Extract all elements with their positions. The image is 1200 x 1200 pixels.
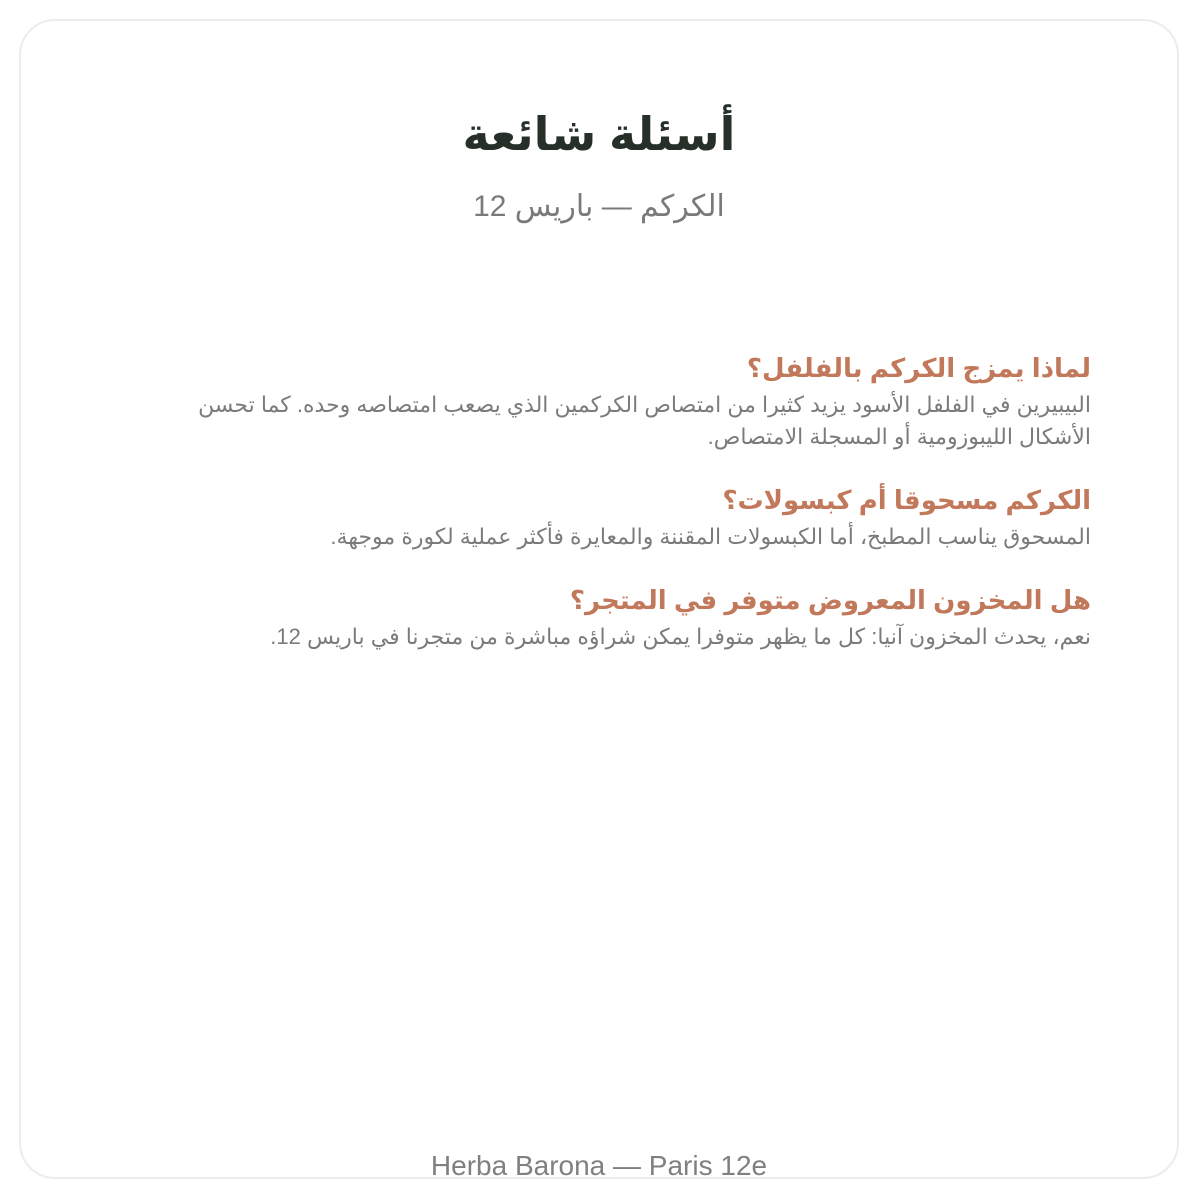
faq-card — [19, 19, 1179, 1179]
faq-answer: المسحوق يناسب المطبخ، أما الكبسولات المقننة والمعايرة فأكثر عملية لكورة موجهة. — [330, 524, 1091, 549]
faq-question: هل المخزون المعروض متوفر في المتجر؟ — [569, 585, 1091, 615]
faq-item — [171, 351, 1091, 453]
faq-list — [171, 351, 1091, 683]
footer-brand: Herba Barona — Paris 12e — [430, 1150, 768, 1181]
faq-question: الكركم مسحوقا أم كبسولات؟ — [722, 485, 1091, 515]
faq-answer: نعم، يحدث المخزون آنيا: كل ما يظهر متوفرا يمكن شراؤه مباشرة من متجرنا في باريس 12. — [270, 624, 1091, 649]
faq-answer: البيبيرين في الفلفل الأسود يزيد كثيرا من امتصاص الكركمين الذي يصعب امتصاصه وحده. كما تحسن الأشكال الليبوزومية أو المسجلة الامتصاص. — [198, 392, 1091, 449]
page-title: أسئلة شائعة — [462, 108, 736, 160]
faq-item — [171, 583, 1091, 653]
faq-item — [171, 483, 1091, 553]
page-subtitle: الكركم — باريس 12 — [473, 190, 725, 223]
faq-question: لماذا يمزج الكركم بالفلفل؟ — [746, 353, 1091, 383]
